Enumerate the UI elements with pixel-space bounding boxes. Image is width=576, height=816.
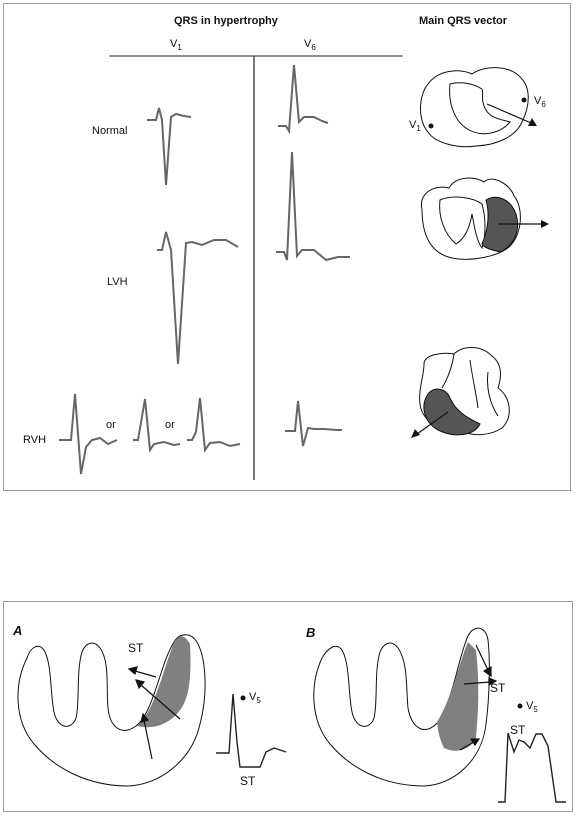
qrs-hypertrophy-panel <box>3 3 571 491</box>
st-label-b: ST <box>490 681 506 695</box>
or-label-1: or <box>106 419 116 431</box>
ecg-normal-v6 <box>278 65 328 131</box>
ecg-rvh-v1-c <box>187 398 240 450</box>
st-label-a-trace: ST <box>240 774 256 788</box>
ecg-lvh-v6 <box>276 152 350 260</box>
heart-normal <box>421 68 529 147</box>
heart-b <box>314 628 490 786</box>
ecg-rvh-v6 <box>285 401 342 446</box>
st-vector-panel <box>3 601 573 812</box>
st-label-a: ST <box>128 641 144 655</box>
panel-label-a: A <box>13 623 23 638</box>
st-label-b-trace: ST <box>510 723 526 737</box>
vector-v1-label: $V_1$ <box>409 119 421 133</box>
title-qrs-in-hypertrophy: QRS in hypertrophy <box>174 15 278 27</box>
heart-lvh <box>421 178 520 259</box>
row-label-normal: Normal <box>92 125 128 137</box>
electrode-v5-dot-a <box>241 696 246 701</box>
st-vector-drawing <box>4 602 574 813</box>
lead-v6-header: $V_6$ <box>304 38 316 52</box>
or-label-2: or <box>165 419 175 431</box>
lead-v1-header: $V_1$ <box>170 38 182 52</box>
title-main-qrs-vector: Main QRS vector <box>419 15 508 27</box>
electrode-v1-dot <box>429 124 434 129</box>
ecg-st-elevation <box>498 733 566 802</box>
lead-v5-label-a: $V_5$ <box>249 691 261 705</box>
row-label-rvh: RVH <box>23 434 47 446</box>
ecg-normal-v1 <box>147 108 191 185</box>
lead-v5-label-b: $V_5$ <box>526 700 538 714</box>
qrs-hypertrophy-drawing <box>4 4 572 492</box>
panel-label-b: B <box>306 625 316 640</box>
electrode-v5-dot-b <box>518 704 523 709</box>
ecg-lvh-v1 <box>157 232 238 364</box>
heart-rvh <box>420 348 510 435</box>
heart-a <box>18 635 205 786</box>
electrode-v6-dot <box>522 98 527 103</box>
vector-v6-label: $V_6$ <box>534 95 546 109</box>
row-label-lvh: LVH <box>107 276 128 288</box>
ecg-rvh-v1-a <box>59 394 117 474</box>
